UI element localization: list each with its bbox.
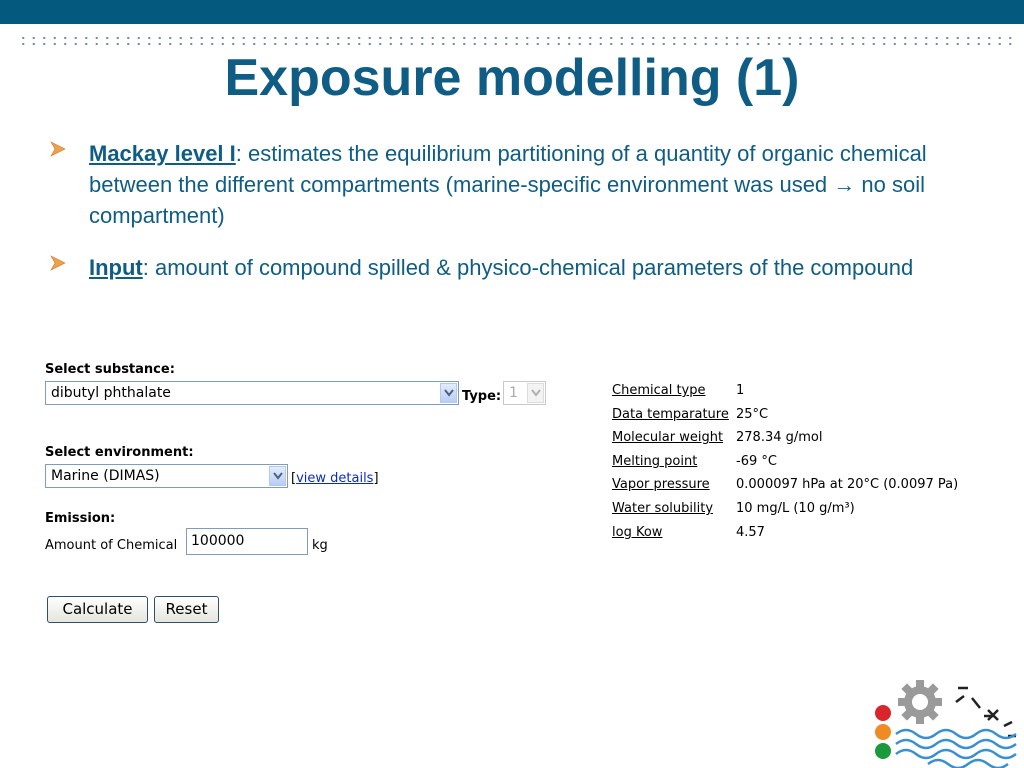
emission-label: Emission: (45, 511, 116, 526)
bullet-arrow-icon (50, 141, 66, 157)
property-key[interactable]: Molecular weight (612, 430, 724, 446)
substance-label: Select substance: (45, 362, 175, 377)
substance-select[interactable] (45, 381, 459, 405)
calculate-button[interactable]: Calculate (47, 596, 148, 623)
environment-value: Marine (DIMAS) (51, 468, 160, 484)
project-logo (868, 676, 1024, 768)
bullet-arrow-icon (50, 255, 66, 271)
property-key[interactable]: log Kow (612, 524, 663, 540)
bullet-mackay (50, 138, 950, 231)
chevron-down-icon[interactable] (269, 466, 286, 486)
top-bar (0, 0, 1024, 24)
bullet-text: : estimates the equilibrium partitioning of a quantity of organic chemical between the different compartments (marine-specific environment was used → no soil compartment) (89, 141, 927, 228)
unit-label: kg (312, 538, 328, 553)
bullet-text: : amount of compound spilled & physico-chemical parameters of the compound (142, 255, 914, 280)
property-key[interactable]: Melting point (612, 453, 698, 469)
property-value: 10 mg/L (10 g/m³) (736, 500, 855, 516)
property-value: 0.000097 hPa at 20°C (0.0097 Pa) (736, 477, 959, 493)
chevron-down-icon[interactable] (440, 383, 457, 403)
type-select[interactable] (503, 381, 546, 405)
view-details-link[interactable]: view details (296, 471, 374, 486)
property-key[interactable]: Data temparature (612, 406, 729, 422)
reset-button[interactable]: Reset (154, 596, 219, 623)
amount-label: Amount of Chemical (45, 538, 178, 553)
property-key[interactable]: Chemical type (612, 383, 706, 398)
property-value: -69 °C (736, 453, 777, 469)
property-value: 4.57 (736, 524, 765, 540)
amount-input[interactable]: 100000 (186, 528, 308, 555)
type-label: Type: (462, 389, 502, 404)
environment-label: Select environment: (45, 445, 194, 460)
bullet-term: Input (89, 255, 143, 280)
bullet-term: Mackay level I (89, 141, 236, 166)
dotted-divider (18, 35, 1012, 47)
environment-select[interactable] (45, 464, 288, 488)
property-value: 25°C (736, 406, 769, 422)
property-key[interactable]: Vapor pressure (612, 477, 710, 493)
slide-title: Exposure modelling (1) (224, 49, 800, 107)
view-details-wrapper (291, 471, 379, 486)
property-value: 278.34 g/mol (736, 430, 823, 446)
property-key[interactable]: Water solubility (612, 500, 714, 516)
substance-value: dibutyl phthalate (51, 385, 171, 401)
bracket-close: ] (373, 471, 379, 486)
bullet-input (50, 252, 950, 283)
property-value: 1 (736, 383, 745, 398)
type-value: 1 (509, 385, 518, 401)
chevron-down-icon[interactable] (527, 383, 544, 403)
bracket-open: [ (291, 471, 297, 486)
